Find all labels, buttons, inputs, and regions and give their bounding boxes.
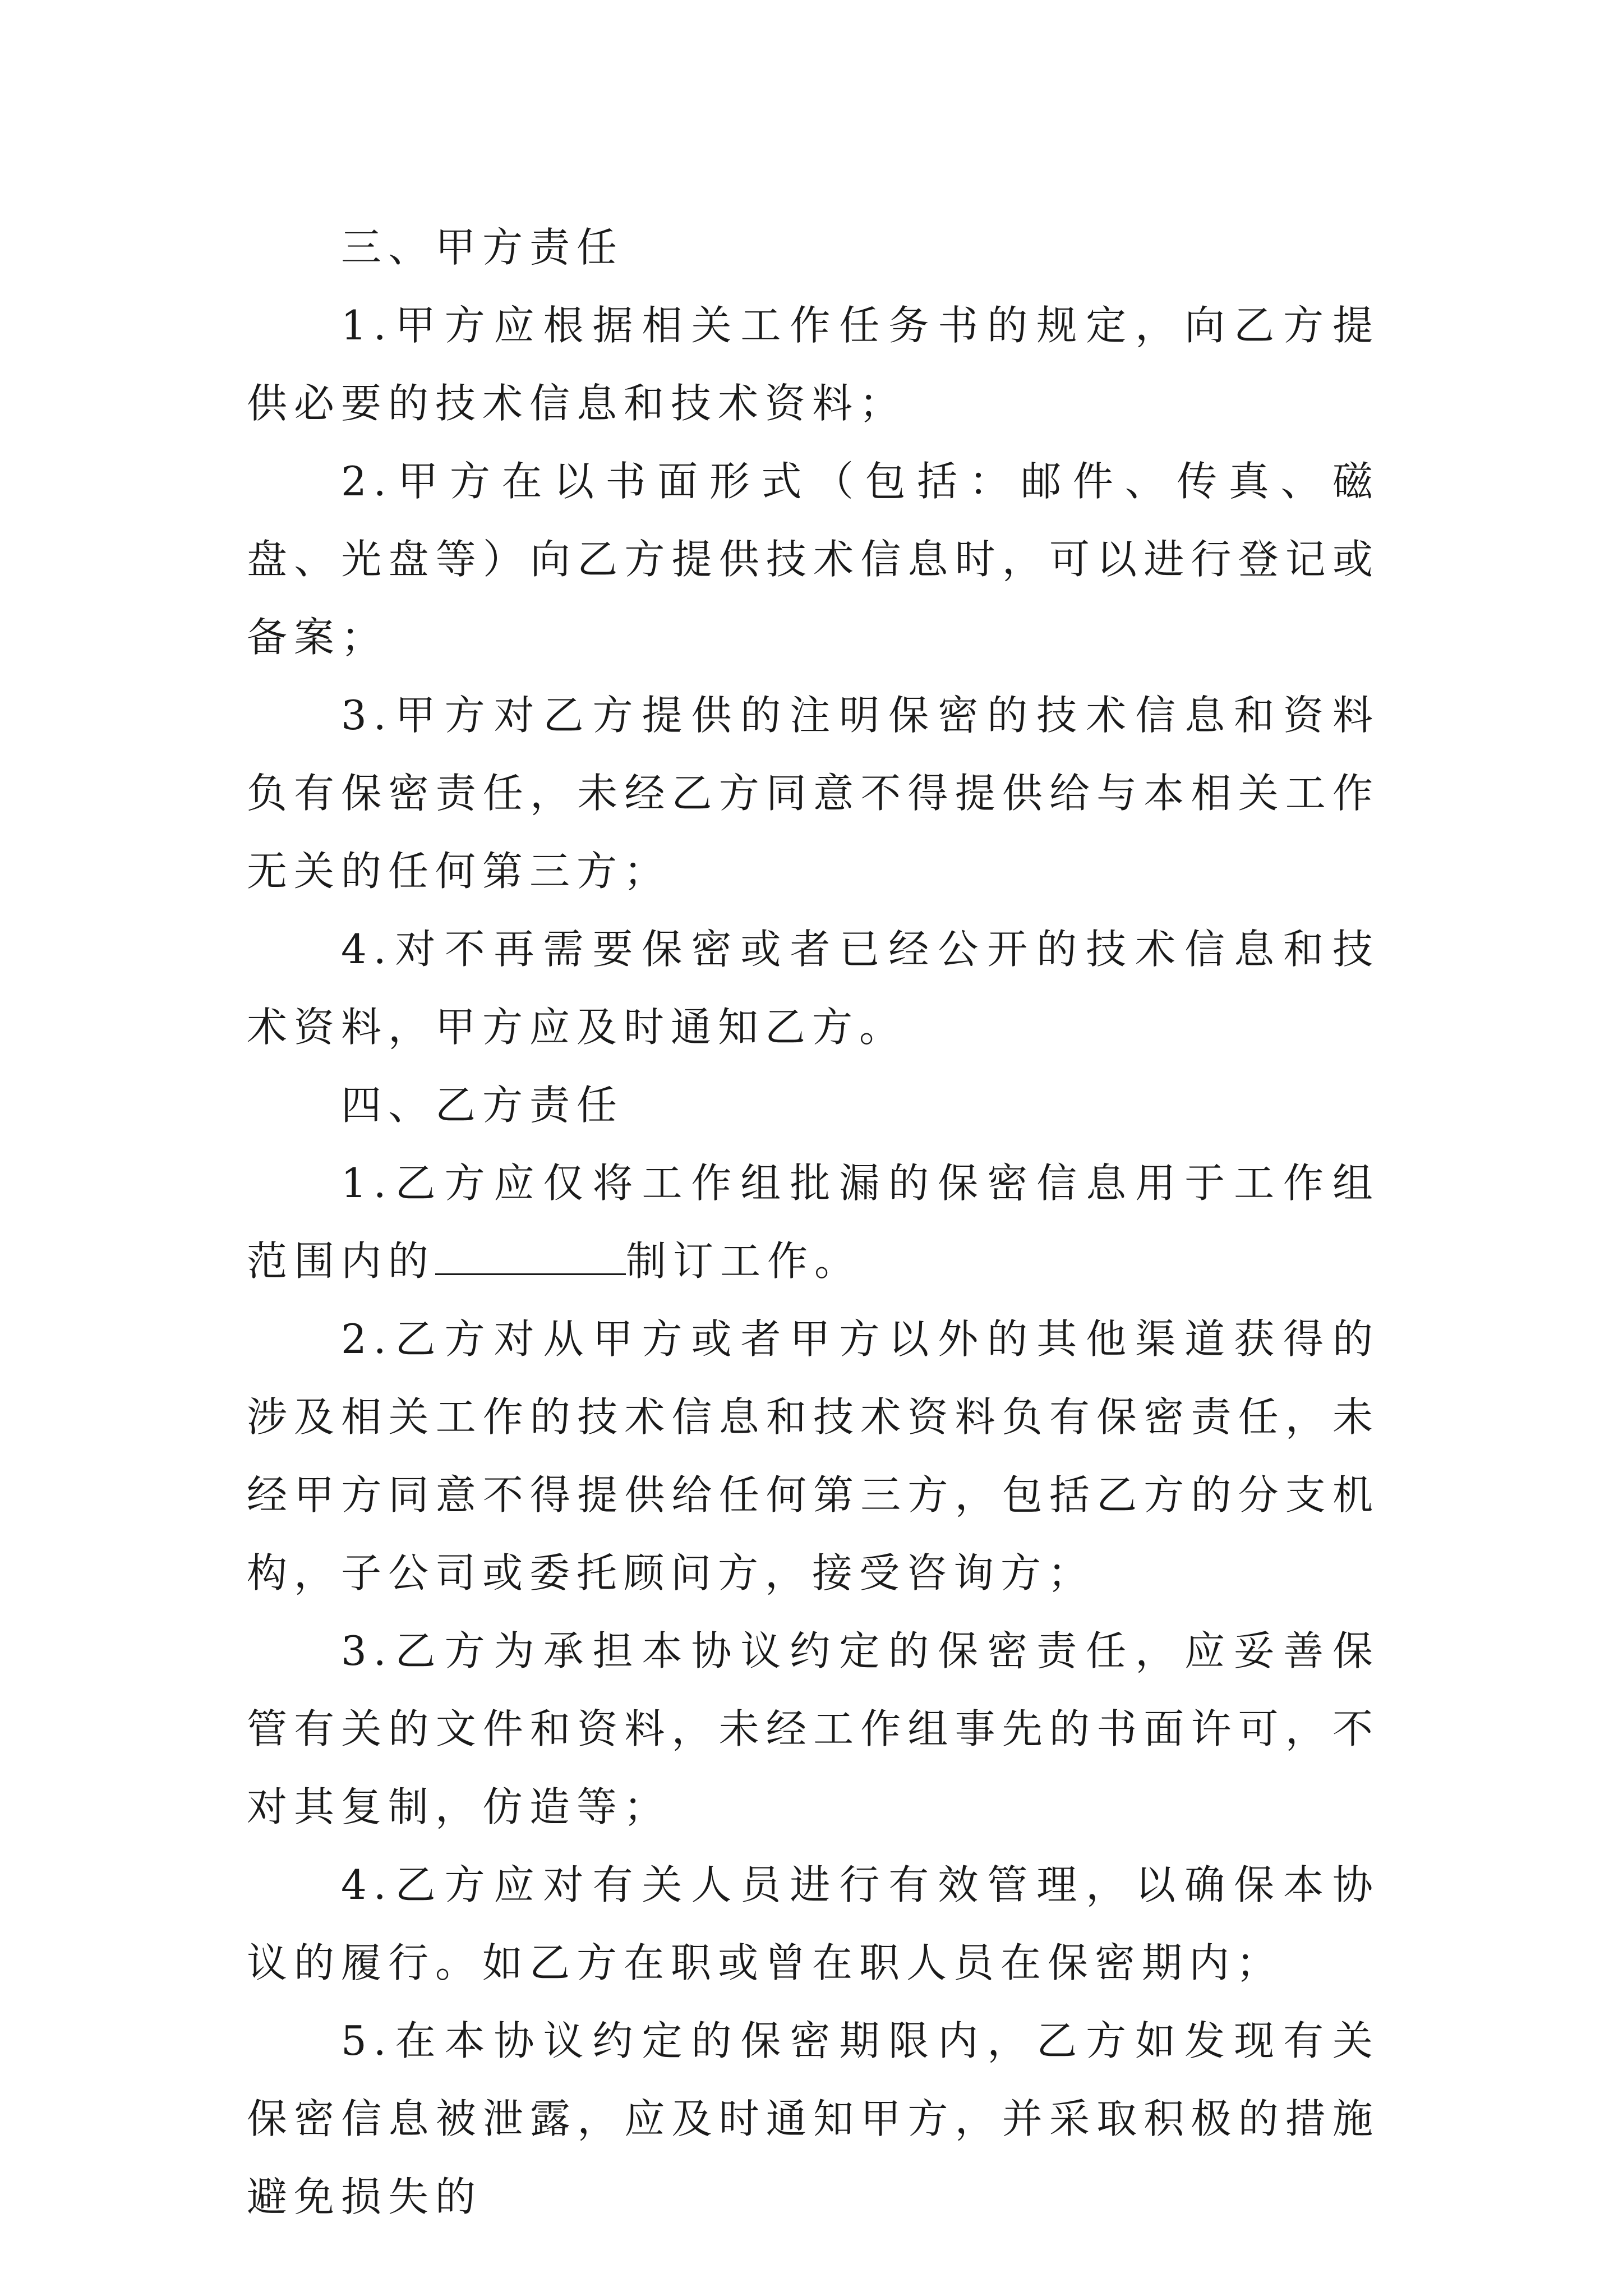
section-3-item-1: 1.甲方应根据相关工作任务书的规定，向乙方提供必要的技术信息和技术资料； bbox=[247, 302, 1380, 427]
section-4-item-2: 2.乙方对从甲方或者甲方以外的其他渠道获得的涉及相关工作的技术信息和技术资料负有保密责任，未经甲方同意不得提供给任何第三方，包括乙方的分支机构，子公司或委托顾问方，接受咨询方； bbox=[247, 1315, 1380, 1596]
section-4-item-1-text-before: 1.乙方应仅将工作组批漏的保密信息用于工作组范围内的 bbox=[247, 1159, 1380, 1285]
section-4-item-5: 5.在本协议约定的保密期限内，乙方如发现有关保密信息被泄露，应及时通知甲方，并采取积极的措施避免损失的 bbox=[247, 2017, 1380, 2220]
section-4-item-1 bbox=[247, 1144, 1380, 1300]
section-4-heading: 四、乙方责任 bbox=[341, 1082, 624, 1129]
fill-in-blank bbox=[435, 1239, 626, 1275]
section-3-item-3: 3.甲方对乙方提供的注明保密的技术信息和资料负有保密责任，未经乙方同意不得提供给与本相关工作无关的任何第三方； bbox=[247, 692, 1380, 895]
section-4-item-4: 4.乙方应对有关人员进行有效管理，以确保本协议的履行。如乙方在职或曾在职人员在保密期内； bbox=[247, 1861, 1380, 1986]
section-3-item-2: 2.甲方在以书面形式（包括：邮件、传真、磁盘、光盘等）向乙方提供技术信息时，可以进行登记或备案； bbox=[247, 458, 1380, 661]
section-3-item-4: 4.对不再需要保密或者已经公开的技术信息和技术资料，甲方应及时通知乙方。 bbox=[247, 926, 1380, 1051]
section-4-item-3: 3.乙方为承担本协议约定的保密责任，应妥善保管有关的文件和资料，未经工作组事先的书面许可，不对其复制，仿造等； bbox=[247, 1627, 1380, 1830]
section-3-heading: 三、甲方责任 bbox=[341, 224, 624, 271]
document-body bbox=[247, 209, 1380, 2236]
section-4-item-1-text-after: 制订工作。 bbox=[626, 1237, 862, 1285]
